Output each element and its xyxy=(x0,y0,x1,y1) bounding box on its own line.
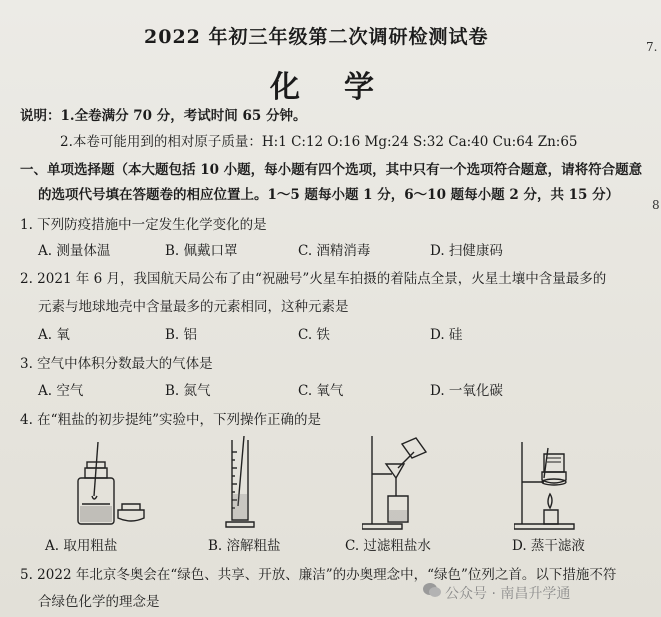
q1-option-a: A. 测量体温 xyxy=(38,243,111,259)
q1-option-d: D. 扫健康码 xyxy=(430,243,503,259)
question-2-stem-1: 2. 2021 年 6 月，我国航天局公布了由“祝融号”火星车拍摄的着陆点全景，火星土壤中含量最多的 xyxy=(20,271,607,287)
q4-option-c: C. 过滤粗盐水 xyxy=(345,538,431,554)
q2-option-a: A. 氧 xyxy=(38,327,70,343)
q4-option-a: A. 取用粗盐 xyxy=(45,538,118,554)
question-4-stem: 4. 在“粗盐的初步提纯”实验中，下列操作正确的是 xyxy=(20,412,321,428)
q2-option-b: B. 铝 xyxy=(165,327,198,343)
wechat-icon xyxy=(422,581,442,599)
question-5-stem-2: 合绿色化学的理念是 xyxy=(38,594,160,610)
measuring-cylinder-figure xyxy=(222,436,262,532)
salt-bottle-figure xyxy=(68,438,148,530)
exam-title: 2022 年初三年级第二次调研检测试卷 xyxy=(144,26,489,48)
filtration-setup-figure xyxy=(362,434,442,532)
question-3-stem: 3. 空气中体积分数最大的气体是 xyxy=(20,356,213,372)
subject-title: 化学 xyxy=(270,70,418,105)
q3-option-c: C. 氧气 xyxy=(298,383,344,399)
q3-option-a: A. 空气 xyxy=(38,383,84,399)
q1-option-c: C. 酒精消毒 xyxy=(298,243,371,259)
q3-option-b: B. 氮气 xyxy=(165,383,211,399)
section-heading-line-1: 一、单项选择题（本大题包括 10 小题，每小题有四个选项，其中只有一个选项符合题意，请将符合题意 xyxy=(20,162,643,178)
edge-mark-top: 7. xyxy=(646,40,658,54)
note-line-2: 2.本卷可能用到的相对原子质量：H:1 C:12 O:16 Mg:24 S:32 Ca:40 Cu:64 Zn:65 xyxy=(60,134,578,150)
q2-option-c: C. 铁 xyxy=(298,327,330,343)
evaporation-setup-figure xyxy=(514,438,578,532)
section-heading-line-2: 的选项代号填在答题卷的相应位置上。1～5 题每小题 1 分，6～10 题每小题 2 分，共 15 分） xyxy=(38,187,620,203)
q2-option-d: D. 硅 xyxy=(430,327,463,343)
note-line-1: 说明：1.全卷满分 70 分，考试时间 65 分钟。 xyxy=(20,108,307,124)
q3-option-d: D. 一氧化碳 xyxy=(430,383,503,399)
q4-option-b: B. 溶解粗盐 xyxy=(208,538,281,554)
question-2-stem-2: 元素与地球地壳中含量最多的元素相同，这种元素是 xyxy=(38,299,349,315)
edge-mark-mid: 8 xyxy=(652,198,660,212)
watermark: 公众号 · 南昌升学通 xyxy=(445,586,571,602)
question-1-stem: 1. 下列防疫措施中一定发生化学变化的是 xyxy=(20,217,267,233)
question-5-stem-1: 5. 2022 年北京冬奥会在“绿色、共享、开放、廉洁”的办奥理念中，“绿色”位列之首。以下措施不符 xyxy=(20,567,617,583)
q1-option-b: B. 佩戴口罩 xyxy=(165,243,238,259)
q4-option-d: D. 蒸干滤液 xyxy=(512,538,585,554)
